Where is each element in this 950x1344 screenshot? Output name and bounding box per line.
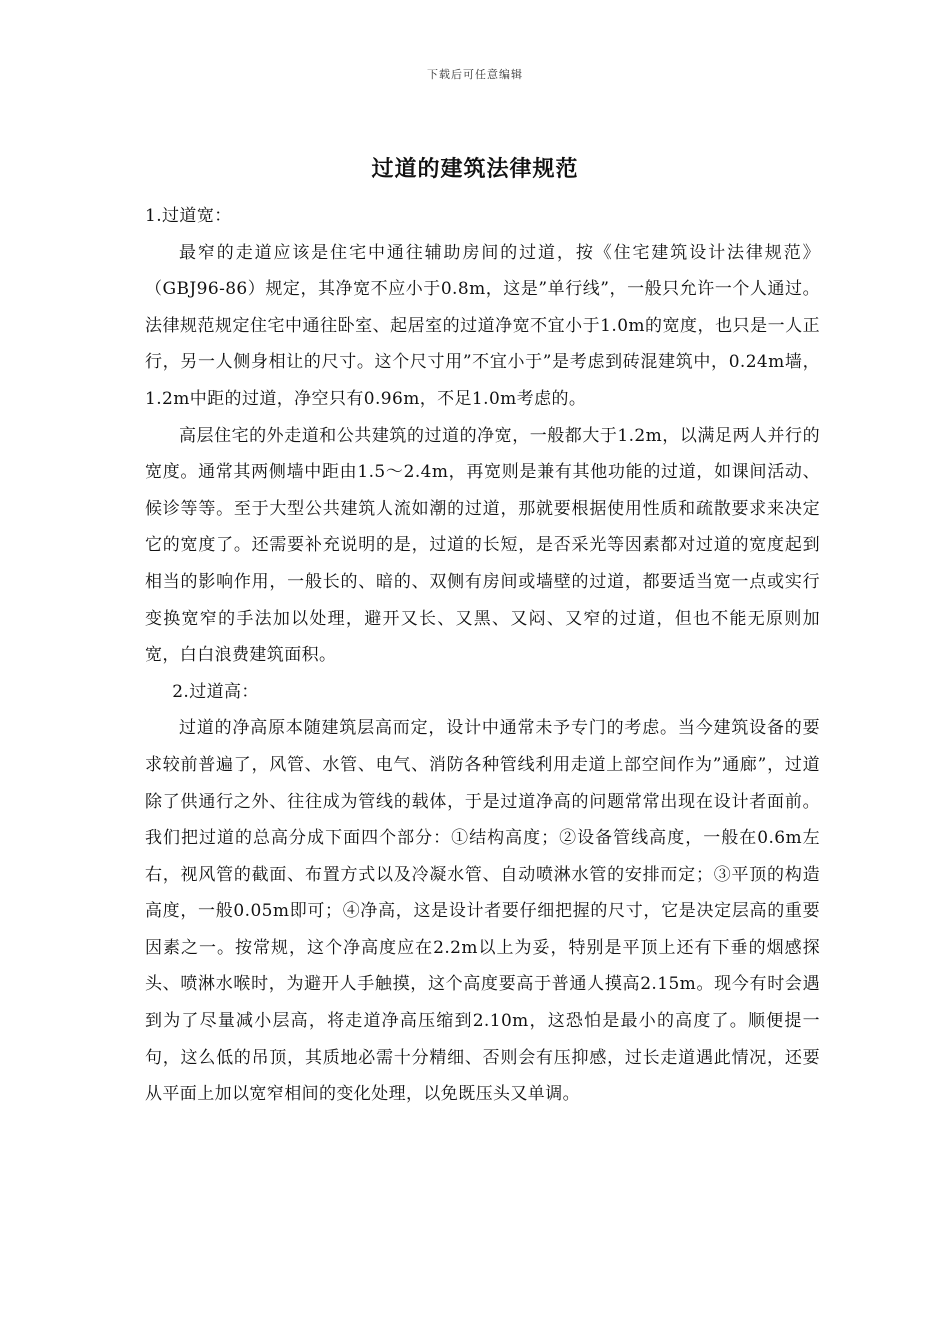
paragraph: 高层住宅的外走道和公共建筑的过道的净宽，一般都大于1.2m，以满足两人并行的宽度。通常其两侧墙中距由1.5～2.4m，再宽则是兼有其他功能的过道，如课间活动、候诊等等。至于大型公共建筑人流如潮的过道，那就要根据使用性质和疏散要求来决定它的宽度了。还需要补充说明的是，过道的长短，是否采光等因素都对过道的宽度起到相当的影响作用，一般长的、暗的、双侧有房间或墙壁的过道，都要适当宽一点或实行变换宽窄的手法加以处理，避开又长、又黑、又闷、又窄的过道，但也不能无原则加宽，白白浪费建筑面积。 xyxy=(145,425,820,666)
section-heading-height: 2.过道高： xyxy=(172,681,259,702)
header-note: 下载后可任意编辑 xyxy=(427,68,523,81)
document-title: 过道的建筑法律规范 xyxy=(371,156,579,182)
section-heading-width: 1.过道宽： xyxy=(145,206,232,226)
document-body xyxy=(145,198,820,1113)
paragraph: 过道的净高原本随建筑层高而定，设计中通常未予专门的考虑。当今建筑设备的要求较前普遍了，风管、水管、电气、消防各种管线利用走道上部空间作为”通廊”，过道除了供通行之外、往往成为管线的载体，于是过道净高的问题常常出现在设计者面前。我们把过道的总高分成下面四个部分：①结构高度；②设备管线高度，一般在0.6m左右，视风管的截面、布置方式以及冷凝水管、自动喷淋水管的安排而定；③平顶的构造高度，一般0.05m即可；④净高，这是设计者要仔细把握的尺寸，它是决定层高的重要因素之一。按常规，这个净高度应在2.2m以上为妥，特别是平顶上还有下垂的烟感探头、喷淋水喉时，为避开人手触摸，这个高度要高于普通人摸高2.15m。现今有时会遇到为了尽量减小层高，将走道净高压缩到2.10m，这恐怕是最小的高度了。顺便提一句，这么低的吊顶，其质地必需十分精细、否则会有压抑感，过长走道遇此情况，还要从平面上加以宽窄相间的变化处理，以免既压头又单调。 xyxy=(145,718,820,1105)
paragraph: 最窄的走道应该是住宅中通往辅助房间的过道，按《住宅建筑设计法律规范》（GBJ96-86）规定，其净宽不应小于0.8m，这是”单行线”，一般只允许一个人通过。法律规范规定住宅中通往卧室、起居室的过道净宽不宜小于1.0m的宽度，也只是一人正行，另一人侧身相让的尺寸。这个尺寸用”不宜小于”是考虑到砖混建筑中，0.24m墙，1.2m中距的过道，净空只有0.96m，不足1.0m考虑的。 xyxy=(145,242,820,409)
